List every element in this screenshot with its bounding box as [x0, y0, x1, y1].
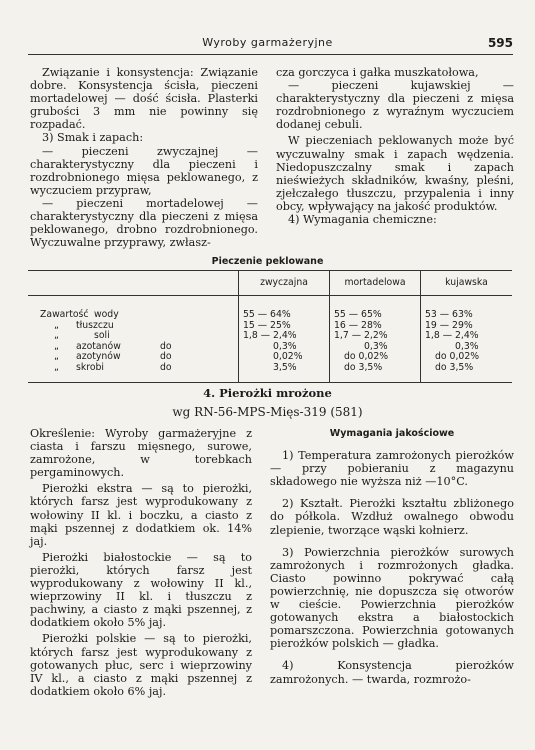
parameter-name: soli: [94, 330, 110, 342]
modifier: do: [160, 351, 172, 363]
column-header: zwyczajna: [239, 271, 330, 296]
value-cell: 19 — 29%: [421, 321, 513, 332]
section-heading: 4. Pierożki mrożone: [203, 386, 332, 400]
table-row: [28, 296, 512, 321]
value-cell: 1,8 — 2,4%: [239, 331, 330, 342]
parameter-name: azotanów: [76, 340, 121, 352]
ditto-mark: „: [54, 340, 59, 352]
value-cell: do 0,02%: [330, 352, 421, 363]
subsection-heading: Wymagania jakościowe: [329, 428, 455, 439]
parameter-cell: [28, 296, 239, 321]
ditto-mark: „: [54, 361, 59, 373]
value-cell: 53 — 63%: [421, 296, 513, 321]
modifier: do: [160, 361, 172, 373]
value-cell: 16 — 28%: [330, 321, 421, 332]
parameter-name: tłuszczu: [76, 319, 114, 331]
paragraph: cza gorczyca i gałka muszkatołowa,: [276, 66, 479, 79]
paragraph: Związanie i konsystencja: Związanie dobre. Konsystencja ścisła, pieczeni mortadelowej — dość ścisła. Plasterki grubości 3 mm nie powinny się rozpadać.: [30, 66, 258, 132]
parameter-cell: [28, 342, 239, 353]
parameter-cell: [28, 363, 239, 382]
paragraph: 3) Powierzchnia pierożków surowych zamrożonych i rozmrożonych gładka. Ciasto powinno pokrywać całą powierzchnię, nie dopuszcza się otworów w cieście. Powierzchnia pierożków gotowanych ekstra a białostockich pomarszczona. Powierzchnia gotowanych pierożków polskich — gładka.: [270, 545, 514, 651]
ditto-mark: „: [54, 319, 59, 331]
value-cell: 0,3%: [239, 342, 330, 353]
value-cell: 1,7 — 2,2%: [330, 331, 421, 342]
parameter-name: wody: [94, 309, 119, 320]
paragraph: 4) Konsystencja pierożków zamrożonych. — twarda, rozmrożo-: [270, 659, 514, 686]
left-column-top: [30, 66, 258, 249]
ditto-mark: „: [54, 351, 59, 363]
column-header: [28, 271, 239, 296]
page-number: 595: [487, 36, 513, 50]
parameter-name: skrobi: [76, 361, 105, 373]
table-header-row: [28, 271, 512, 296]
header-divider: [28, 54, 513, 55]
column-header: kujawska: [421, 271, 513, 296]
paragraph: — pieczeni kujawskiej — charakterystyczny dla pieczeni z mięsa rozdrobnionego z wyraźnym wyczuciem dodanej cebuli.: [276, 79, 514, 132]
paragraph: — pieczeni zwyczajnej — charakterystyczny dla pieczeni i rozdrobnionego mięsa peklowanego, z wyczuciem przypraw,: [30, 144, 258, 197]
value-cell: 3,5%: [239, 363, 330, 382]
parameter-cell: [28, 321, 239, 332]
value-cell: do 3,5%: [330, 363, 421, 382]
paragraph: 4) Wymagania chemiczne:: [288, 213, 437, 227]
ditto-mark: „: [54, 330, 59, 342]
right-column-top: [276, 66, 514, 226]
value-cell: 0,02%: [239, 352, 330, 363]
value-cell: do 0,02%: [421, 352, 513, 363]
column-header: mortadelowa: [330, 271, 421, 296]
paragraph: Pierożki białostockie — są to pierożki, których farsz jest wyprodukowany z wołowiny II kl., wieprzowiny II kl. i tłuszczu z pachwiny, a ciasto z mąki pszennej, z dodatkiem około 5% jaj.: [30, 550, 252, 630]
value-cell: 1,8 — 2,4%: [421, 331, 513, 342]
chemical-requirements-table: [28, 270, 512, 383]
paragraph: 2) Kształt. Pierożki kształtu zbliżonego do półkola. Wzdłuż owalnego obwodu zlepienie, tworzące wąski kołnierz.: [270, 497, 514, 537]
paragraph: — pieczeni mortadelowej — charakterystyczny dla pieczeni z mięsa peklowanego, drobno rozdrobnionego. Wyczuwalne przyprawy, zwłasz-: [30, 196, 258, 250]
left-column-bottom: [30, 427, 252, 698]
value-cell: 55 — 65%: [330, 296, 421, 321]
parameter-cell: [28, 352, 239, 363]
modifier: do: [160, 340, 172, 352]
value-cell: do 3,5%: [421, 363, 513, 382]
value-cell: 0,3%: [421, 342, 513, 353]
value-cell: 0,3%: [330, 342, 421, 353]
paragraph: Pierożki polskie — są to pierożki, których farsz jest wyprodukowany z gotowanych płuc, serc i wieprzowiny IV kl., a ciasto z mąki pszennej z dodatkiem około 6% jaj.: [30, 632, 252, 698]
paragraph: 1) Temperatura zamrożonych pierożków — przy pobieraniu z magazynu składowego nie wyższa niż —10°C.: [270, 449, 514, 489]
ditto-mark: Zawartość: [40, 309, 89, 320]
value-cell: 15 — 25%: [239, 321, 330, 332]
parameter-name: azotynów: [76, 351, 121, 363]
running-title: Wyroby garmażeryjne: [202, 36, 333, 49]
value-cell: 55 — 64%: [239, 296, 330, 321]
table-row: [28, 363, 512, 382]
section-norm: wg RN-56-MPS-Mięs-319 (581): [172, 405, 363, 419]
paragraph: 3) Smak i zapach:: [42, 131, 144, 145]
paragraph: Określenie: Wyroby garmażeryjne z ciasta i farszu mięsnego, surowe, zamrożone, w torebkach pergaminowych.: [30, 427, 252, 480]
paragraph: Pierożki ekstra — są to pierożki, których farsz jest wyprodukowany z wołowiny II kl. i boczku, a ciasto z mąki pszennej z dodatkiem ok. 14% jaj.: [30, 482, 252, 548]
right-column-bottom: [270, 427, 514, 686]
paragraph: W pieczeniach peklowanych może być wyczuwalny smak i zapach wędzenia. Niedopuszczalny smak i zapach nieświeżych składników, kwaśny, pleśni, zjełczałego tłuszczu, przypalenia i inny obcy, wpływający na jakość produktów.: [276, 134, 514, 213]
table-title: Pieczenie peklowane: [211, 256, 324, 267]
parameter-cell: [28, 331, 239, 342]
